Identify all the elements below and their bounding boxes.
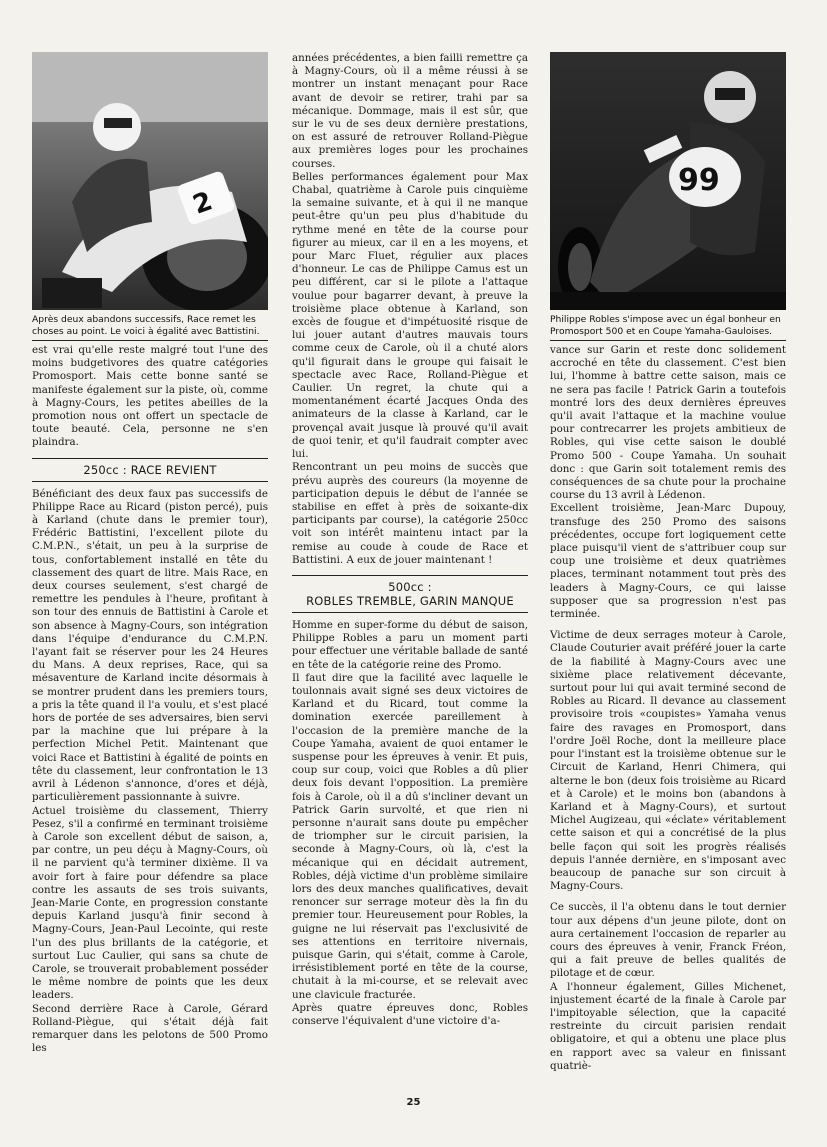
heading-line-2: ROBLES TREMBLE, GARIN MANQUE [306, 593, 514, 608]
paragraph: années précédentes, a bien failli remettre ça à Magny-Cours, où il a même réussi à se montrer un instant menaçant pour Race avant de devoir se retirer, trahi par sa mécanique. Dommage, mais il est sûr, que sur le vu de ses deux dernière prestations, on est assuré de retrouver Rolland-Piègue aux premières loges pour les prochaines courses. [292, 52, 528, 170]
paragraph: Après quatre épreuves donc, Robles conserve l'équivalent d'une victoire d'a- [292, 1001, 528, 1028]
paragraph: Homme en super-forme du début de saison, Philippe Robles a paru un moment parti pour effectuer une véritable ballade de santé en tête de la catégorie reine des Promo. [292, 618, 528, 671]
motorcycle-racer-99-photo [550, 52, 786, 310]
paragraph: Il faut dire que la facilité avec laquelle le toulonnais avait signé ses deux victoires de Karland et du Ricard, tout comme la domination exercée pareillement à l'occasion de la première manche de la Coupe Yamaha, avaient de quoi entamer le suspense pour les épreuves à venir. Et puis, coup sur coup, voici que Robles a dû plier deux fois devant l'opposition. La première fois à Carole, où il a dû s'incliner devant un Patrick Garin survolté, et que rien ni personne n'aurait sans doute pu empêcher de triompher sur le circuit parisien, la seconde à Magny-Cours, où là, c'est la mécanique qui en décidait autrement, Robles, déjà victime d'un problème similaire lors des deux manches qualificatives, devait renoncer sur serrage moteur dès la fin du premier tour. Heureusement pour Robles, la guigne ne lui réservait pas l'exclusivité de ses attentions en territoire nivernais, puisque Garin, qui s'était, comme à Carole, irrésistiblement porté en tête de la course, chutait à la mi-course, et se relevait avec une clavicule fracturée. [292, 671, 528, 1001]
paragraph: A l'honneur également, Gilles Michenet, injustement écarté de la finale à Carole par l'impitoyable sélection, que la capacité restreinte du circuit parisien rendait obligatoire, et qui a obtenu une place plus en rapport avec sa valeur en finissant quatriè- [550, 980, 786, 1072]
paragraph: est vrai qu'elle reste malgré tout l'une des moins budgetivores des quatre catégories Promosport. Mais cette bonne santé se manifeste également sur la piste, où, comme à Magny-Cours, les petites abeilles de la promotion nous ont offert un spectacle de toute beauté. Cela, personne ne s'en plaindra. [32, 344, 268, 449]
paragraph: Belles performances également pour Max Chabal, quatrième à Carole puis cinquième la semaine suivante, et à qui il ne manque peut-être qu'un peu plus d'habitude du rythme mené en tête de la course pour figurer au mieux, car il en a les moyens, et pour Marc Fluet, régulier aux places d'honneur. Le cas de Philippe Camus est un peu différent, car si le pilote a l'attaque voulue pour bagarrer devant, à preuve la troisième place obtenue à Karland, son excès de fougue et d'impétuosité risque de lui jouer autant d'autres mauvais tours comme ceux de Carole, où il a chuté alors qu'il figurait dans le groupe qui faisait le spectacle avec Race, Rolland-Piègue et Caulier. Un regret, la chute qui a momentanément écarté Jacques Onda des animateurs de la classe à Karland, car le provençal avait jusque là prouvé qu'il avait de quoi tenir, et qu'il faudrait compter avec lui. [292, 170, 528, 461]
paragraph: Actuel troisième du classement, Thierry Pesez, s'il a confirmé en terminant troisième à Carole son excellent début de saison, a, par contre, un peu déçu à Magny-Cours, où il ne parvient qu'à terminer dixième. Il va avoir fort à faire pour défendre sa place contre les assauts de ses trois suivants, Jean-Marie Conte, en progression constante depuis Karland jusqu'à finir second à Magny-Cours, Jean-Paul Lecointe, qui reste l'un des plus brillants de la catégorie, et surtout Luc Caulier, qui sans sa chute de Carole, se trouverait probablement posséder le même nombre de points que les deux leaders. [32, 804, 268, 1002]
svg-text:99: 99 [678, 163, 720, 198]
column-1 [32, 52, 268, 1055]
motorcycle-racer-photo [32, 52, 268, 310]
paragraph: vance sur Garin et reste donc solidement accroché en tête du classement. C'est bien lui, l'homme à battre cette saison, mais ce ne sera pas facile ! Patrick Garin a toutefois montré lors des deux dernières épreuves qu'il avait l'attaque et la machine voulue pour contrecarrer les projets ambitieux de Robles, qui vise cette saison le doublé Promo 500 - Coupe Yamaha. Un souhait donc : que Garin soit totalement remis des conséquences de sa chute pour la prochaine course du 13 avril à Lédenon. [550, 344, 786, 502]
heading-line-1: 500cc : [388, 579, 432, 594]
paragraph: Victime de deux serrages moteur à Carole, Claude Couturier avait préféré jouer la carte de la fiabilité à Magny-Cours avec une sixième place relativement décevante, surtout pour lui qui avait terminé second de Robles au Ricard. Il devance au classement provisoire trois «coupistes» Yamaha venus faire des ravages en Promosport, dans l'ordre Joël Roche, dont la meilleure place pour l'instant est la troisième obtenue sur le Circuit de Karland, Henri Chimera, qui alterne le bon (deux fois troisième au Ricard et à Carole) et le moins bon (abandons à Karland et à Magny-Cours), et surtout Michel Augizeau, qui «éclate» véritablement cette saison et qui a concrétisé de la plus belle façon qui soit les progrès réalisés depuis l'année dernière, en s'imposant avec beaucoup de panache sur son circuit à Magny-Cours. [550, 629, 786, 893]
section-heading-500cc [292, 575, 528, 613]
section-heading-250cc: 250cc : RACE REVIENT [32, 458, 268, 482]
paragraph: Ce succès, il l'a obtenu dans le tout dernier tour aux dépens d'un jeune pilote, dont on aura certainement l'occasion de reparler au cours des épreuves à venir, Franck Fréon, qui a fait preuve de belles qualités de pilotage et de cœur. [550, 901, 786, 980]
column-3 [550, 52, 786, 1073]
paragraph: Second derrière Race à Carole, Gérard Rolland-Piègue, qui s'était déjà fait remarquer dans les pelotons de 500 Promo les [32, 1002, 268, 1055]
paragraph: Excellent troisième, Jean-Marc Dupouy, transfuge des 250 Promo des saisons précédentes, occupe fort logiquement cette place puisqu'il vient de s'attribuer coup sur coup une troisième et deux quatrièmes places, terminant notamment tout près des leaders à Magny-Cours, ce qui laisse supposer que sa progression n'est pas terminée. [550, 502, 786, 621]
svg-text:2: 2 [189, 186, 217, 221]
paragraph: Rencontrant un peu moins de succès que prévu auprès des coureurs (la moyenne de participation depuis le début de l'année se stabilise en effet à près de soixante-dix participants par course), la catégorie 250cc voit son intérêt maintenu intact par la remise au coude à coude de Race et Battistini. A eux de jouer maintenant ! [292, 461, 528, 566]
photo-caption: Philippe Robles s'impose avec un égal bonheur en Promosport 500 et en Coupe Yamaha-Gauloises. [550, 314, 786, 341]
column-2 [292, 52, 528, 1028]
photo-illustration [550, 52, 786, 310]
photo-illustration [32, 52, 268, 310]
page-number: 25 [406, 1097, 421, 1108]
paragraph: Bénéficiant des deux faux pas successifs de Philippe Race au Ricard (piston percé), puis à Karland (chute dans le premier tour), Frédéric Battistini, l'excellent pilote du C.M.P.N., s'était, un peu à la surprise de tous, confortablement installé en tête du classement des quart de litre. Mais Race, en deux courses seulement, s'est chargé de remettre les pendules à l'heure, profitant à son tour des ennuis de Battistini à Carole et son absence à Magny-Cours, son intégration dans l'équipe d'endurance du C.M.P.N. l'ayant fait se réserver pour les 24 Heures du Mans. A deux reprises, Race, qui sa mésaventure de Karland incite désormais à se montrer prudent dans les premiers tours, a pris la tête quand il l'a voulu, et s'est placé hors de portée de ses adversaires, bien servi par la machine que lui prépare à la perfection Michel Petit. Maintenant que voici Race et Battistini à égalité de points en tête du classement, leur confrontation le 13 avril à Lédenon s'annonce, d'ores et déjà, particulièrement passionnante à suivre. [32, 487, 268, 804]
photo-caption: Après deux abandons successifs, Race remet les choses au point. Le voici à égalité avec Battistini. [32, 314, 268, 341]
